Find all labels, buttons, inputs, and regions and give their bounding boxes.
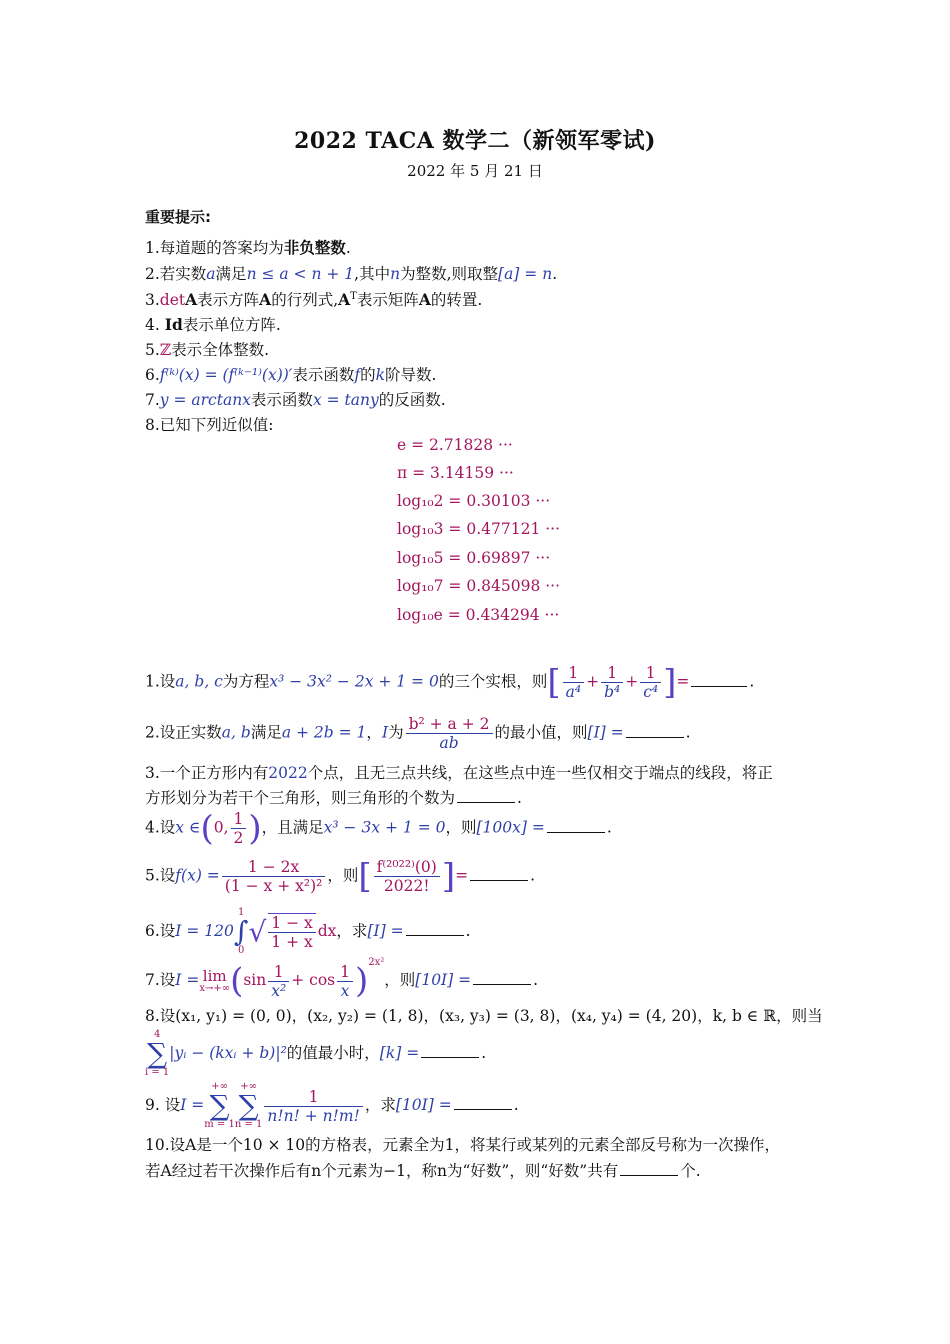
p1-left-bracket: [ [547, 662, 561, 703]
p6-integral [234, 908, 249, 956]
p1-frac-c-num: 1 [640, 664, 661, 683]
p9-text2: ，求 [364, 1096, 396, 1114]
p1-frac-a-den: a⁴ [565, 683, 582, 701]
p7-frac-cos-num: 1 [337, 963, 353, 982]
p1-answer-blank[interactable] [691, 685, 747, 687]
problem-9 [145, 1082, 519, 1130]
p2-text2: 满足 [250, 723, 282, 742]
note-1-bold: 非负整数 [283, 239, 346, 257]
constant-e: e = 2.71828 ··· [397, 436, 513, 454]
problem-2: 2.设正实数a, b满足a + 2b = 1，I为 $\frac{\text{b² + a + 2}}{ab}$ 的最小值，则[I] = . [145, 715, 691, 752]
summation-icon: ∑ [147, 1037, 168, 1070]
note-3-det: det [159, 291, 186, 309]
document-date: 2022 年 5 月 21 日 [407, 162, 543, 180]
p2-answer-blank[interactable] [626, 736, 684, 738]
problem-10-line-1: 10.设A是一个10 × 10的方格表，元素全为1，将某行或某列的元素全部反号称为一次操作， [145, 1136, 780, 1154]
note-2-floor: [a] = n [498, 265, 553, 283]
p10-text: 若A经过若干次操作后有n个元素为−1，称n为“好数”，则“好数”共有 [145, 1162, 619, 1180]
p1-text3: 的三个实根，则 [438, 672, 548, 691]
constant-log7: log₁₀7 = 0.845098 ··· [397, 577, 561, 595]
p9-sum-n-top: +∞ [240, 1081, 257, 1092]
p9-sum-m-top: +∞ [211, 1081, 228, 1092]
p7-floor: [10I] = [415, 971, 472, 989]
problem-5 [145, 858, 535, 895]
problem-7 [145, 957, 538, 1000]
p9-answer-blank[interactable] [454, 1108, 512, 1110]
note-6-f: f [354, 366, 361, 384]
p4-zero: 0, [213, 818, 229, 837]
note-1 [145, 236, 351, 258]
problem-4 [145, 810, 612, 847]
p4-answer-blank[interactable] [547, 831, 605, 833]
p6-dx: dx [317, 922, 337, 940]
summation-icon: ∑ [238, 1089, 259, 1122]
note-6-num: 6. [145, 366, 160, 384]
note-1-text: 1.每道题的答案均为 [145, 239, 284, 257]
p8-expression: |yᵢ − (kxᵢ + b)|² [169, 1044, 287, 1062]
p5-equals: = [455, 866, 469, 885]
p5-left-bracket: [ [358, 856, 372, 897]
p7-cos: + cos [291, 971, 336, 989]
note-2-var: a [206, 265, 216, 283]
p6-text: 6.设 [145, 922, 176, 940]
note-2-end: . [552, 265, 558, 283]
p3-end: . [517, 789, 522, 807]
p1-plus2: + [625, 672, 639, 691]
p9-end: . [513, 1096, 519, 1114]
p7-text2: ，则 [384, 971, 416, 989]
p1-right-bracket: ] [663, 662, 677, 703]
p9-sum-m [204, 1082, 235, 1130]
p4-left-paren: ( [200, 808, 214, 849]
p6-upper-limit: 1 [237, 907, 245, 918]
p5-text2: ，则 [327, 866, 359, 885]
p7-text: 7.设 [145, 971, 176, 989]
p2-text: 2.设正实数 [145, 723, 222, 742]
note-3-text2: 的行列式, [271, 291, 339, 309]
note-2 [145, 262, 557, 284]
p7-frac-cos-den: x [340, 981, 350, 1000]
note-2-var-n: n [390, 265, 401, 283]
note-5-text: 表示全体整数. [171, 341, 270, 359]
p7-frac-sin-num: 1 [268, 963, 289, 982]
constant-pi: π = 3.14159 ··· [397, 464, 514, 482]
note-3-text3: 表示矩阵 [356, 291, 419, 309]
note-2-inequality: n ≤ a < n + 1 [246, 265, 355, 283]
note-2-text3: ,其中 [354, 265, 391, 283]
p9-I: I = [180, 1096, 205, 1114]
note-3-transpose: T [350, 290, 357, 302]
p9-text: 9. 设 [145, 1096, 181, 1114]
p1-frac-c [640, 664, 661, 701]
p9-sum-n-bottom: n = 1 [234, 1119, 263, 1130]
p6-fraction-num: 1 − x [268, 914, 315, 933]
p6-fraction [268, 913, 315, 951]
p6-end: . [465, 922, 471, 940]
p7-exponent: 2x² [368, 957, 385, 968]
p9-fraction-den: n!n! + n!m! [267, 1106, 360, 1125]
p2-equation: a + 2b = 1 [281, 723, 367, 742]
p2-fraction [406, 715, 493, 752]
summation-icon: ∑ [209, 1089, 230, 1122]
p7-lim: lim [202, 966, 227, 985]
p1-frac-b-den: b⁴ [604, 683, 621, 701]
p6-answer-blank[interactable] [406, 934, 464, 936]
p7-sin: sin [243, 971, 267, 989]
p5-f: f(x) = [175, 866, 220, 885]
note-3-matrix: A [185, 290, 198, 309]
p5-right-bracket: ] [441, 856, 456, 897]
p4-text3: ，则 [445, 818, 477, 837]
p4-floor: [100x] = [476, 818, 545, 837]
p7-frac-sin [268, 963, 289, 1000]
p1-equation: x³ − 3x² − 2x + 1 = 0 [269, 672, 439, 691]
p8-sum [145, 1030, 169, 1078]
p5-text: 5.设 [145, 866, 176, 885]
p9-floor: [10I] = [395, 1096, 452, 1114]
note-6 [145, 363, 436, 385]
p5-fraction [222, 858, 326, 895]
p7-I: I = [175, 971, 200, 989]
p1-text: 1.设 [145, 672, 176, 691]
note-5 [145, 338, 269, 360]
p8-text: 8.设(x₁, y₁) = (0, 0)，(x₂, y₂) = (1, 8)，(x₃, y₃) = (3, 8)，(x₄, y₄) = (4, 20)，k, b ∈ ℝ，则当 [145, 1007, 823, 1025]
p10-answer-blank[interactable] [620, 1174, 678, 1176]
integral-icon: ∫ [233, 915, 249, 948]
note-7-text: 表示函数 [250, 391, 313, 409]
p1-text2: 为方程 [222, 672, 270, 691]
p4-x: x ∈ [175, 818, 201, 837]
p7-right-paren: ) [354, 961, 369, 1001]
p7-answer-blank[interactable] [473, 983, 531, 985]
problem-3-line-2 [145, 786, 522, 808]
p9-fraction-num: 1 [264, 1088, 362, 1107]
constant-log3: log₁₀3 = 0.477121 ··· [397, 520, 561, 538]
problem-1 [145, 664, 754, 701]
p6-floor: [I] = [367, 922, 404, 940]
note-3 [145, 288, 482, 310]
p1-frac-c-den: c⁴ [643, 683, 659, 701]
p6-text2: ，求 [336, 922, 368, 940]
p3-number: 2022 [268, 764, 308, 782]
note-2-text2: 满足 [215, 265, 247, 283]
note-4-id: Id [164, 315, 183, 334]
p1-vars: a, b, c [175, 672, 223, 691]
p7-left-paren: ( [230, 961, 244, 1001]
p4-end: . [606, 818, 612, 837]
note-3-matrix4: A [418, 290, 431, 309]
sqrt-icon: √ [248, 915, 267, 949]
p5-inner-fraction [374, 858, 440, 895]
note-3-text: 表示方阵 [197, 291, 260, 309]
p4-text2: ，且满足 [261, 818, 324, 837]
notes-heading: 重要提示: [145, 208, 211, 226]
p7-frac-sin-den: x² [271, 981, 287, 1000]
note-7 [145, 388, 446, 410]
p4-equation: x³ − 3x + 1 = 0 [323, 818, 446, 837]
note-7-num: 7. [145, 391, 160, 409]
p7-lim-sub: x→+∞ [199, 982, 231, 994]
note-3-matrix2: A [259, 290, 272, 309]
p8-sum-bottom: i = 1 [145, 1067, 170, 1078]
p4-fraction-den: 2 [233, 829, 244, 847]
problem-8-line-2 [145, 1030, 486, 1078]
p5-answer-blank[interactable] [470, 879, 528, 881]
p1-equals: = [676, 672, 690, 691]
note-5-num: 5. [145, 341, 160, 359]
p3-text3: 方形划分为若干个三角形，则三角形的个数为 [145, 789, 456, 807]
p4-fraction-num: 1 [231, 810, 247, 829]
p1-plus1: + [586, 672, 600, 691]
p6-lower-limit: 0 [237, 945, 245, 956]
p4-right-paren: ) [248, 808, 262, 849]
problem-3-line-1 [145, 761, 773, 783]
note-4 [145, 313, 281, 335]
p3-text: 3.一个正方形内有 [145, 764, 269, 782]
document-title: 2022 TACA 数学二（新领军零试) [294, 128, 656, 154]
note-7-formula2: x = tany [312, 391, 379, 409]
p2-fraction-num: b² + a + 2 [406, 715, 493, 734]
constant-log5: log₁₀5 = 0.69897 ··· [397, 549, 551, 567]
problem-6 [145, 908, 471, 956]
note-3-matrix3: A [338, 290, 351, 309]
p8-end: . [481, 1044, 487, 1062]
p6-I: I = 120 [175, 922, 234, 940]
p2-text4: 的最小值，则 [494, 723, 588, 742]
p5-fraction-num: 1 − 2x [222, 858, 326, 877]
p7-end: . [533, 971, 539, 989]
p4-text: 4.设 [145, 818, 176, 837]
note-3-num: 3. [145, 291, 160, 309]
note-1-end: . [345, 239, 351, 257]
p5-inner-den: 2022! [383, 877, 430, 895]
p8-sum-top: 4 [153, 1029, 161, 1040]
constant-loge: log₁₀e = 0.434294 ··· [397, 606, 560, 624]
p5-inner-num: f⁽²⁰²²⁾(0) [374, 858, 440, 877]
p8-answer-blank[interactable] [421, 1056, 479, 1058]
p9-sum-n [235, 1082, 263, 1130]
note-2-text: 2.若实数 [145, 265, 207, 283]
p1-frac-b [601, 664, 623, 701]
note-7-end: 的反函数. [378, 391, 446, 409]
p2-end: . [685, 723, 691, 742]
note-6-text: 表示函数 [292, 366, 355, 384]
p3-answer-blank[interactable] [457, 801, 515, 803]
note-8: 8.已知下列近似值: [145, 416, 274, 434]
p8-text2: 的值最小时， [286, 1044, 380, 1062]
p9-fraction [264, 1088, 362, 1125]
note-6-k: k [375, 366, 386, 384]
note-2-text4: 为整数,则取整 [400, 265, 499, 283]
p1-end: . [749, 672, 755, 691]
note-6-end: 阶导数. [385, 366, 437, 384]
note-5-integers: ℤ [159, 341, 172, 359]
p7-frac-cos [337, 963, 353, 1000]
p7-limit [199, 966, 231, 994]
p6-fraction-den: 1 + x [271, 933, 313, 951]
p4-fraction [231, 810, 247, 847]
p5-fraction-den: (1 − x + x²)² [224, 877, 323, 895]
problem-8-line-1 [145, 1004, 823, 1026]
p3-text2: 个点，且无三点共线，在这些点中连一些仅相交于端点的线段，将正 [307, 764, 773, 782]
note-6-formula: f⁽ᵏ⁾(x) = (f⁽ᵏ⁻¹⁾(x))′ [159, 366, 293, 384]
constant-log2: log₁₀2 = 0.30103 ··· [397, 492, 551, 510]
p2-fraction-den: ab [439, 734, 459, 752]
note-3-end: 的转置. [430, 291, 483, 309]
p10-end: 个. [680, 1162, 701, 1180]
p2-vars: a, b [221, 723, 251, 742]
problem-10-line-2 [145, 1159, 701, 1181]
note-7-formula: y = arctanx [159, 391, 251, 409]
p2-I: I [381, 723, 389, 742]
p8-floor: [k] = [379, 1044, 420, 1062]
p5-end: . [530, 866, 536, 885]
p1-frac-a [563, 664, 584, 701]
note-4-text: 表示单位方阵. [182, 316, 281, 334]
p9-sum-m-bottom: m = 1 [204, 1119, 235, 1130]
note-4-num: 4. [145, 316, 160, 334]
p2-floor: [I] = [587, 723, 624, 742]
p1-frac-a-num: 1 [563, 664, 584, 683]
p2-text3: 为 [388, 723, 404, 742]
p1-frac-b-num: 1 [601, 664, 623, 683]
note-6-text2: 的 [360, 366, 376, 384]
